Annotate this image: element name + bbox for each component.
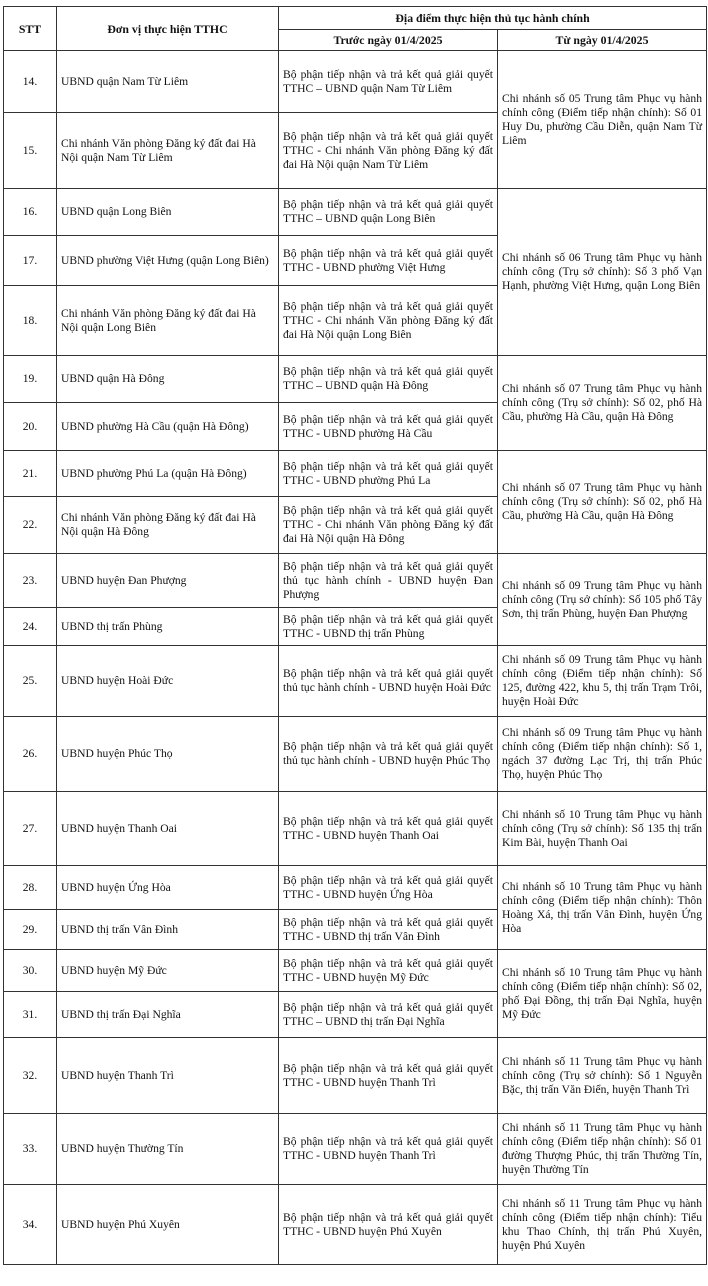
header-after-date: Từ ngày 01/4/2025 [498, 30, 707, 51]
procedure-location-table [3, 6, 707, 1265]
row-number: 28. [4, 866, 57, 910]
row-number: 17. [4, 236, 57, 286]
row-unit: UBND phường Việt Hưng (quận Long Biên) [57, 236, 279, 286]
row-unit: UBND phường Hà Cầu (quận Hà Đông) [57, 403, 279, 451]
header-location: Địa điểm thực hiện thủ tục hành chính [279, 7, 707, 30]
row-location-after: Chi nhánh số 05 Trung tâm Phục vụ hành chính công (Điểm tiếp nhận chính): Số 01 Huy Du, phường Cầu Diễn, quận Nam Từ Liêm [498, 51, 707, 189]
row-unit: UBND quận Long Biên [57, 189, 279, 236]
row-number: 29. [4, 910, 57, 950]
row-unit: UBND thị trấn Phùng [57, 608, 279, 646]
row-number: 21. [4, 451, 57, 497]
row-unit: UBND huyện Thanh Oai [57, 792, 279, 866]
table-row [4, 1185, 707, 1265]
row-location-after: Chi nhánh số 06 Trung tâm Phục vụ hành chính công (Trụ sở chính): Số 3 phố Vạn Hạnh, phường Việt Hưng, quận Long Biên [498, 189, 707, 356]
row-number: 16. [4, 189, 57, 236]
row-location-before: Bộ phận tiếp nhận và trả kết quả giải quyết TTHC - UBND huyện Thanh Oai [279, 792, 498, 866]
row-unit: UBND huyện Ứng Hòa [57, 866, 279, 910]
table-row [4, 646, 707, 717]
row-location-before: Bộ phận tiếp nhận và trả kết quả giải quyết thủ tục hành chính - UBND huyện Phúc Thọ [279, 717, 498, 792]
row-number: 14. [4, 51, 57, 113]
row-unit: UBND quận Hà Đông [57, 356, 279, 403]
row-location-after: Chi nhánh số 10 Trung tâm Phục vụ hành chính công (Điểm tiếp nhận chính): Số 02, phố Đại Đồng, thị trấn Đại Nghĩa, huyện Mỹ Đức [498, 950, 707, 1038]
row-number: 18. [4, 286, 57, 356]
row-location-before: Bộ phận tiếp nhận và trả kết quả giải quyết TTHC – UBND quận Long Biên [279, 189, 498, 236]
row-unit: UBND huyện Hoài Đức [57, 646, 279, 717]
row-location-before: Bộ phận tiếp nhận và trả kết quả giải quyết thủ tục hành chính - UBND huyện Hoài Đức [279, 646, 498, 717]
row-location-before: Bộ phận tiếp nhận và trả kết quả giải quyết TTHC - UBND huyện Thanh Trì [279, 1114, 498, 1185]
table-row [4, 792, 707, 866]
row-location-before: Bộ phận tiếp nhận và trả kết quả giải quyết TTHC - UBND huyện Phú Xuyên [279, 1185, 498, 1265]
row-location-before: Bộ phận tiếp nhận và trả kết quả giải quyết TTHC - UBND phường Hà Cầu [279, 403, 498, 451]
row-location-before: Bộ phận tiếp nhận và trả kết quả giải quyết TTHC - Chi nhánh Văn phòng Đăng ký đất đai Hà Nội quận Nam Từ Liêm [279, 113, 498, 189]
row-unit: UBND quận Nam Từ Liêm [57, 51, 279, 113]
table-row [4, 554, 707, 608]
row-number: 19. [4, 356, 57, 403]
table-row [4, 451, 707, 497]
row-location-after: Chi nhánh số 11 Trung tâm Phục vụ hành chính công (Điểm tiếp nhận chính): Tiểu khu Thao Chính, thị trấn Phú Xuyên, huyện Phú Xuyên [498, 1185, 707, 1265]
row-location-before: Bộ phận tiếp nhận và trả kết quả giải quyết TTHC – UBND quận Nam Từ Liêm [279, 51, 498, 113]
row-unit: UBND huyện Đan Phượng [57, 554, 279, 608]
row-number: 26. [4, 717, 57, 792]
row-location-before: Bộ phận tiếp nhận và trả kết quả giải quyết TTHC - UBND phường Việt Hưng [279, 236, 498, 286]
row-location-after: Chi nhánh số 07 Trung tâm Phục vụ hành chính công (Trụ sở chính): Số 02, phố Hà Cầu, phường Hà Cầu, quận Hà Đông [498, 356, 707, 451]
row-location-before: Bộ phận tiếp nhận và trả kết quả giải quyết thủ tục hành chính - UBND huyện Đan Phượng [279, 554, 498, 608]
row-location-after: Chi nhánh số 11 Trung tâm Phục vụ hành chính công (Điểm tiếp nhận chính): Số 01 đường Thượng Phúc, thị trấn Thường Tín, huyện Thường Tín [498, 1114, 707, 1185]
row-location-before: Bộ phận tiếp nhận và trả kết quả giải quyết TTHC – UBND thị trấn Đại Nghĩa [279, 992, 498, 1038]
row-unit: Chi nhánh Văn phòng Đăng ký đất đai Hà Nội quận Hà Đông [57, 497, 279, 554]
row-unit: UBND thị trấn Vân Đình [57, 910, 279, 950]
table-row [4, 356, 707, 403]
row-unit: UBND huyện Thường Tín [57, 1114, 279, 1185]
row-location-after: Chi nhánh số 10 Trung tâm Phục vụ hành chính công (Điểm tiếp nhận chính): Thôn Hoàng Xá, thị trấn Vân Đình, huyện Ứng Hòa [498, 866, 707, 950]
header-before-date: Trước ngày 01/4/2025 [279, 30, 498, 51]
header-unit: Đơn vị thực hiện TTHC [57, 7, 279, 51]
row-location-before: Bộ phận tiếp nhận và trả kết quả giải quyết TTHC - UBND thị trấn Vân Đình [279, 910, 498, 950]
table-row [4, 189, 707, 236]
row-unit: UBND phường Phú La (quận Hà Đông) [57, 451, 279, 497]
row-unit: UBND huyện Thanh Trì [57, 1038, 279, 1114]
row-location-before: Bộ phận tiếp nhận và trả kết quả giải quyết TTHC - Chi nhánh Văn phòng Đăng ký đất đai Hà Nội quận Hà Đông [279, 497, 498, 554]
row-location-after: Chi nhánh số 10 Trung tâm Phục vụ hành chính công (Trụ sở chính): Số 135 thị trấn Kim Bài, huyện Thanh Oai [498, 792, 707, 866]
row-number: 34. [4, 1185, 57, 1265]
row-number: 15. [4, 113, 57, 189]
row-location-after: Chi nhánh số 09 Trung tâm Phục vụ hành chính công (Điểm tiếp nhận chính): Số 125, đường 422, khu 5, thị trấn Trạm Trôi, huyện Hoài Đức [498, 646, 707, 717]
table-row [4, 717, 707, 792]
table-row [4, 950, 707, 992]
row-number: 23. [4, 554, 57, 608]
row-location-before: Bộ phận tiếp nhận và trả kết quả giải quyết TTHC - UBND thị trấn Phùng [279, 608, 498, 646]
row-unit: UBND huyện Phú Xuyên [57, 1185, 279, 1265]
row-number: 22. [4, 497, 57, 554]
row-location-after: Chi nhánh số 07 Trung tâm Phục vụ hành chính công (Trụ sở chính): Số 02, phố Hà Cầu, phường Hà Cầu, quận Hà Đông [498, 451, 707, 554]
row-number: 27. [4, 792, 57, 866]
table-row [4, 51, 707, 113]
table-row [4, 1114, 707, 1185]
row-number: 30. [4, 950, 57, 992]
header-stt: STT [4, 7, 57, 51]
row-location-after: Chi nhánh số 09 Trung tâm Phục vụ hành chính công (Điểm tiếp nhận chính): Số 1, ngách 37 đường Lạc Trị, thị trấn Phúc Thọ, huyện Phúc Thọ [498, 717, 707, 792]
row-location-before: Bộ phận tiếp nhận và trả kết quả giải quyết TTHC - UBND phường Phú La [279, 451, 498, 497]
row-unit: Chi nhánh Văn phòng Đăng ký đất đai Hà Nội quận Long Biên [57, 286, 279, 356]
row-location-before: Bộ phận tiếp nhận và trả kết quả giải quyết TTHC - UBND huyện Mỹ Đức [279, 950, 498, 992]
table-row [4, 866, 707, 910]
row-unit: Chi nhánh Văn phòng Đăng ký đất đai Hà Nội quận Nam Từ Liêm [57, 113, 279, 189]
row-location-after: Chi nhánh số 09 Trung tâm Phục vụ hành chính công (Trụ sở chính): Số 105 phố Tây Sơn, thị trấn Phùng, huyện Đan Phượng [498, 554, 707, 646]
row-location-before: Bộ phận tiếp nhận và trả kết quả giải quyết TTHC - Chi nhánh Văn phòng Đăng ký đất đai Hà Nội quận Long Biên [279, 286, 498, 356]
row-number: 32. [4, 1038, 57, 1114]
row-number: 25. [4, 646, 57, 717]
row-unit: UBND huyện Mỹ Đức [57, 950, 279, 992]
row-location-before: Bộ phận tiếp nhận và trả kết quả giải quyết TTHC – UBND quận Hà Đông [279, 356, 498, 403]
row-location-before: Bộ phận tiếp nhận và trả kết quả giải quyết TTHC - UBND huyện Ứng Hòa [279, 866, 498, 910]
row-number: 24. [4, 608, 57, 646]
row-number: 31. [4, 992, 57, 1038]
row-location-before: Bộ phận tiếp nhận và trả kết quả giải quyết TTHC - UBND huyện Thanh Trì [279, 1038, 498, 1114]
row-unit: UBND huyện Phúc Thọ [57, 717, 279, 792]
row-location-after: Chi nhánh số 11 Trung tâm Phục vụ hành chính công (Trụ sở chính): Số 1 Nguyễn Bặc, thị trấn Văn Điển, huyện Thanh Trì [498, 1038, 707, 1114]
row-number: 33. [4, 1114, 57, 1185]
row-number: 20. [4, 403, 57, 451]
row-unit: UBND thị trấn Đại Nghĩa [57, 992, 279, 1038]
table-row [4, 1038, 707, 1114]
